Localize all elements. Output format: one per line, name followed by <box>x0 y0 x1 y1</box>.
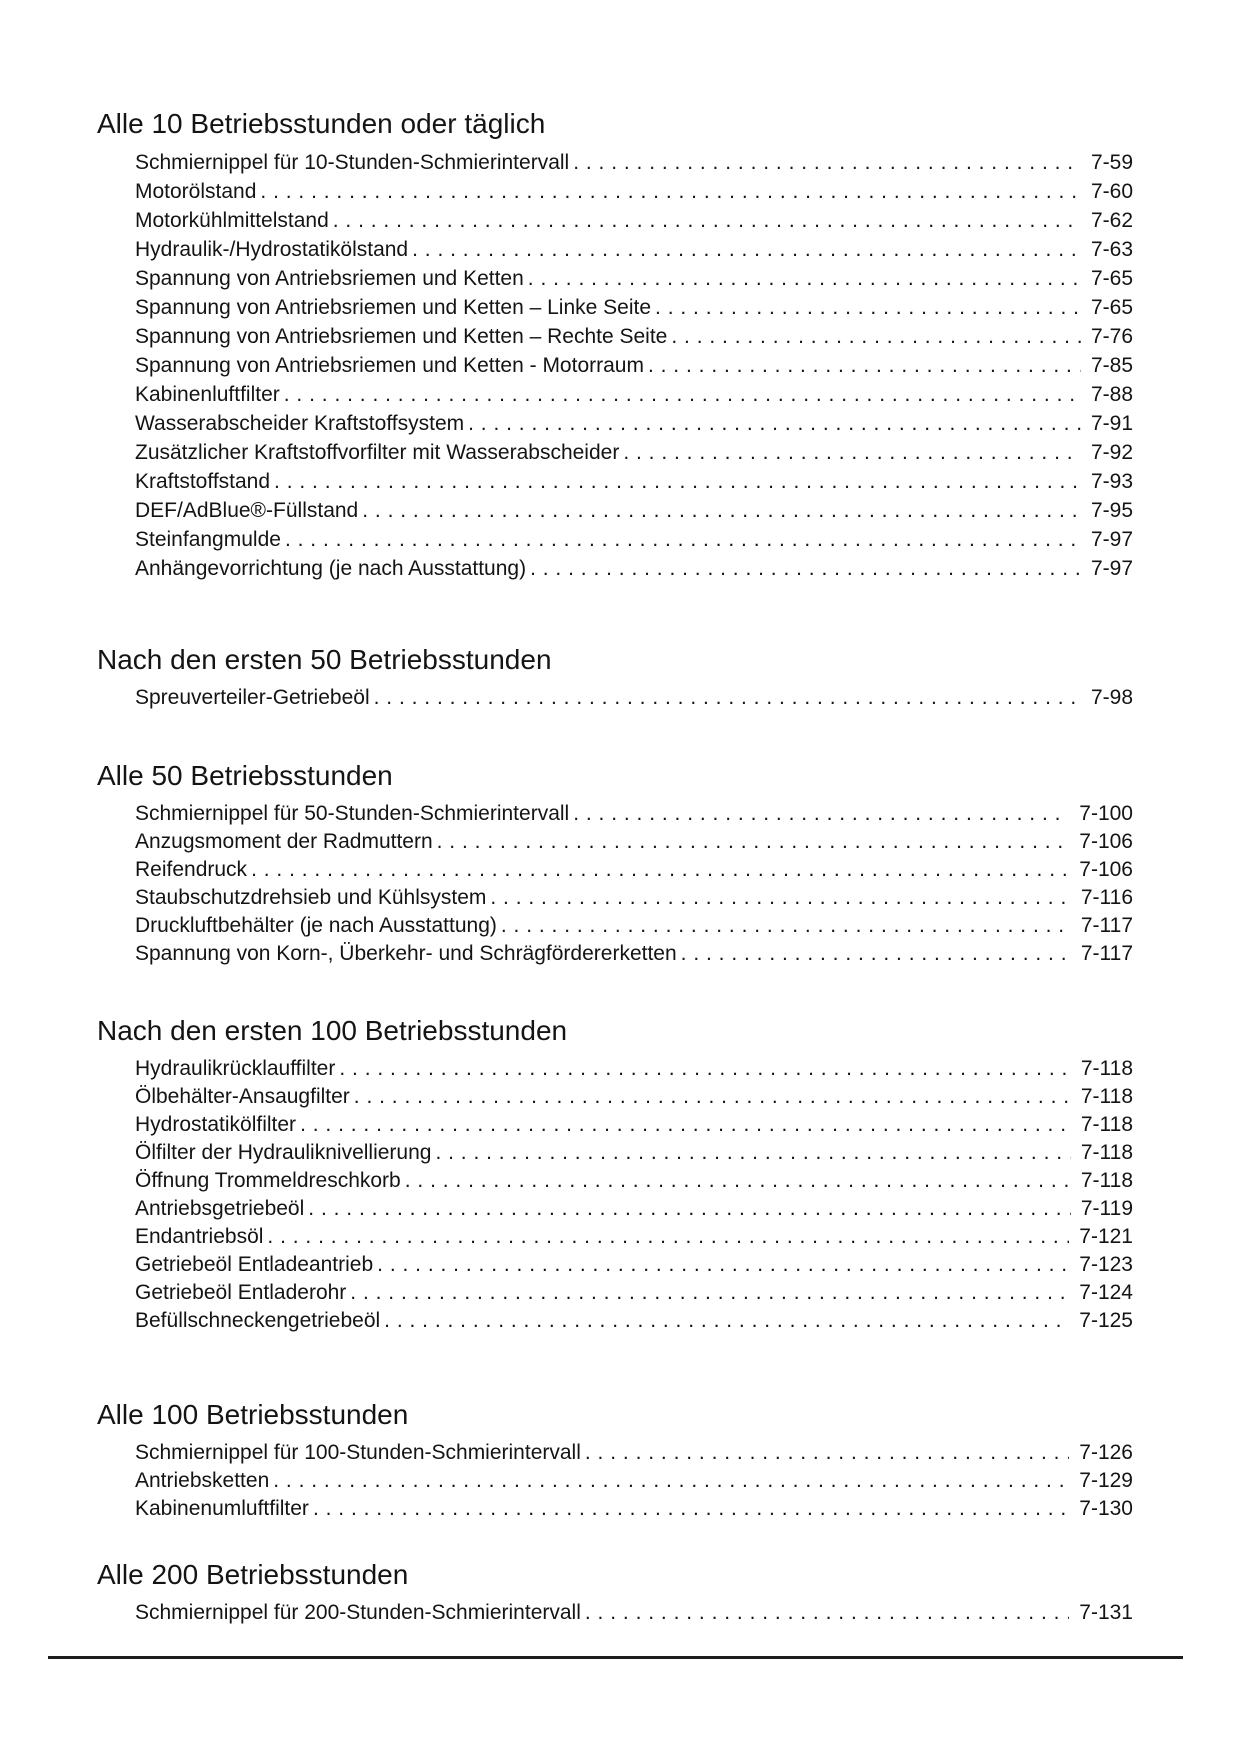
toc-section <box>97 758 1133 968</box>
section-entries <box>135 684 1133 712</box>
toc-entry-row[interactable] <box>135 1251 1133 1279</box>
toc-entry-label: DEF/AdBlue®-Füllstand <box>135 499 359 522</box>
toc-entry-row[interactable] <box>135 1439 1133 1467</box>
toc-entry-label: Befüllschneckengetriebeöl <box>135 1309 381 1332</box>
toc-entry-row[interactable] <box>135 684 1133 712</box>
toc-entry-label: Hydraulik-/Hydrostatikölstand <box>135 238 409 261</box>
toc-entry-row[interactable] <box>135 351 1133 380</box>
toc-entry-label: Ölbehälter-Ansaugfilter <box>135 1085 350 1108</box>
toc-entry-page-number: 7-98 <box>1090 686 1133 709</box>
dot-leader <box>377 1251 1069 1279</box>
toc-entry-page-number: 7-118 <box>1080 1057 1133 1080</box>
toc-entry-page-number: 7-116 <box>1080 886 1133 909</box>
toc-entry-row[interactable] <box>135 1139 1133 1167</box>
dot-leader <box>435 1139 1070 1167</box>
toc-entry-row[interactable] <box>135 1495 1133 1523</box>
toc-entry-page-number: 7-92 <box>1090 441 1133 464</box>
dot-leader <box>313 1495 1069 1523</box>
toc-entry-label: Kabinenluftfilter <box>135 383 280 406</box>
toc-entry-label: Spreuverteiler-Getriebeöl <box>135 686 370 709</box>
toc-entry-page-number: 7-123 <box>1079 1253 1133 1276</box>
toc-section <box>97 106 1133 583</box>
toc-entry-label: Getriebeöl Entladeantrieb <box>135 1253 374 1276</box>
toc-entry-row[interactable] <box>135 1279 1133 1307</box>
dot-leader <box>374 684 1081 712</box>
dot-leader <box>333 206 1081 235</box>
section-entries <box>135 1055 1133 1335</box>
dot-leader <box>655 293 1081 322</box>
dot-leader <box>308 1195 1071 1223</box>
toc-entry-row[interactable] <box>135 380 1133 409</box>
section-entries <box>135 1599 1133 1627</box>
toc-entry-label: Ölfilter der Hydrauliknivellierung <box>135 1141 432 1164</box>
dot-leader <box>285 525 1081 554</box>
toc-entry-page-number: 7-76 <box>1090 325 1133 348</box>
toc-entry-page-number: 7-117 <box>1080 914 1133 937</box>
dot-leader <box>362 496 1081 525</box>
toc-entry-page-number: 7-131 <box>1079 1601 1133 1624</box>
toc-entry-label: Zusätzlicher Kraftstoffvorfilter mit Wasserabscheider <box>135 441 620 464</box>
section-heading: Alle 100 Betriebsstunden <box>97 1399 409 1430</box>
toc-section <box>97 1397 1133 1523</box>
toc-entry-label: Schmiernippel für 10-Stunden-Schmierintervall <box>135 151 570 174</box>
toc-entry-page-number: 7-106 <box>1079 830 1133 853</box>
toc-entry-label: Schmiernippel für 50-Stunden-Schmierintervall <box>135 802 570 825</box>
toc-entry-row[interactable] <box>135 438 1133 467</box>
toc-entry-label: Steinfangmulde <box>135 528 281 551</box>
toc-entry-page-number: 7-59 <box>1090 151 1133 174</box>
toc-entry-label: Spannung von Antriebsriemen und Ketten - Motorraum <box>135 354 644 377</box>
toc-entry-label: Hydrostatikölfilter <box>135 1113 297 1136</box>
toc-entry-page-number: 7-129 <box>1079 1469 1133 1492</box>
toc-entry-label: Anhängevorrichtung (je nach Ausstattung) <box>135 557 527 580</box>
toc-entry-row[interactable] <box>135 800 1133 828</box>
toc-entry-page-number: 7-91 <box>1090 412 1133 435</box>
dot-leader <box>405 1167 1071 1195</box>
toc-entry-page-number: 7-121 <box>1079 1225 1133 1248</box>
toc-entry-page-number: 7-97 <box>1090 528 1133 551</box>
dot-leader <box>671 322 1081 351</box>
toc-entry-label: Antriebsgetriebeöl <box>135 1197 305 1220</box>
dot-leader <box>350 1279 1069 1307</box>
toc-entry-label: Spannung von Antriebsriemen und Ketten <box>135 267 524 290</box>
toc-section <box>97 1013 1133 1335</box>
toc-entry-page-number: 7-125 <box>1079 1309 1133 1332</box>
toc-entry-label: Schmiernippel für 100-Stunden-Schmierintervall <box>135 1441 581 1464</box>
dot-leader <box>623 438 1081 467</box>
toc-entry-page-number: 7-65 <box>1090 296 1133 319</box>
dot-leader <box>437 828 1070 856</box>
toc-entry-page-number: 7-95 <box>1090 499 1133 522</box>
toc-entry-row[interactable] <box>135 206 1133 235</box>
dot-leader <box>260 177 1081 206</box>
toc-entry-page-number: 7-60 <box>1090 180 1133 203</box>
dot-leader <box>300 1111 1071 1139</box>
toc-entry-page-number: 7-119 <box>1080 1197 1133 1220</box>
toc-entry-row[interactable] <box>135 1307 1133 1335</box>
dot-leader <box>530 554 1081 583</box>
toc-entry-label: Öffnung Trommeldreschkorb <box>135 1169 401 1192</box>
toc-entry-row[interactable] <box>135 409 1133 438</box>
dot-leader <box>585 1439 1069 1467</box>
toc-entry-label: Wasserabscheider Kraftstoffsystem <box>135 412 465 435</box>
dot-leader <box>251 856 1069 884</box>
toc-entry-page-number: 7-88 <box>1090 383 1133 406</box>
section-entries <box>135 800 1133 968</box>
toc-entry-label: Motorkühlmittelstand <box>135 209 329 232</box>
dot-leader <box>681 940 1071 968</box>
toc-entry-label: Hydraulikrücklauffilter <box>135 1057 336 1080</box>
toc-entry-label: Kraftstoffstand <box>135 470 271 493</box>
dot-leader <box>339 1055 1070 1083</box>
section-entries <box>135 1439 1133 1523</box>
toc-entry-page-number: 7-97 <box>1090 557 1133 580</box>
toc-section <box>97 1557 1133 1627</box>
toc-entry-row[interactable] <box>135 496 1133 525</box>
dot-leader <box>573 148 1081 177</box>
dot-leader <box>528 264 1081 293</box>
toc-entry-page-number: 7-130 <box>1079 1497 1133 1520</box>
toc-entry-page-number: 7-126 <box>1079 1441 1133 1464</box>
toc-entry-page-number: 7-100 <box>1079 802 1133 825</box>
toc-entry-row[interactable] <box>135 1083 1133 1111</box>
toc-entry-row[interactable] <box>135 1111 1133 1139</box>
toc-entry-page-number: 7-93 <box>1090 470 1133 493</box>
footer-divider <box>48 1656 1183 1659</box>
toc-entry-row[interactable] <box>135 1467 1133 1495</box>
toc-entry-label: Motorölstand <box>135 180 257 203</box>
dot-leader <box>274 467 1081 496</box>
toc-entry-label: Staubschutzdrehsieb und Kühlsystem <box>135 886 487 909</box>
toc-entry-page-number: 7-62 <box>1090 209 1133 232</box>
toc-entry-label: Spannung von Antriebsriemen und Ketten – Linke Seite <box>135 296 652 319</box>
toc-entry-page-number: 7-117 <box>1080 942 1133 965</box>
toc-entry-row[interactable] <box>135 828 1133 856</box>
dot-leader <box>468 409 1081 438</box>
dot-leader <box>384 1307 1069 1335</box>
toc-entry-label: Druckluftbehälter (je nach Ausstattung) <box>135 914 497 937</box>
toc-entry-row[interactable] <box>135 148 1133 177</box>
toc-entry-row[interactable] <box>135 235 1133 264</box>
dot-leader <box>273 1467 1069 1495</box>
toc-entry-page-number: 7-85 <box>1090 354 1133 377</box>
toc-entry-page-number: 7-106 <box>1079 858 1133 881</box>
toc-entry-label: Schmiernippel für 200-Stunden-Schmierintervall <box>135 1601 581 1624</box>
toc-entry-page-number: 7-65 <box>1090 267 1133 290</box>
section-entries <box>135 148 1133 583</box>
section-heading: Alle 200 Betriebsstunden <box>97 1559 409 1590</box>
toc-entry-label: Spannung von Antriebsriemen und Ketten – Rechte Seite <box>135 325 668 348</box>
section-heading: Alle 10 Betriebsstunden oder täglich <box>97 108 546 139</box>
dot-leader <box>490 884 1070 912</box>
toc-entry-row[interactable] <box>135 856 1133 884</box>
dot-leader <box>354 1083 1071 1111</box>
toc-entry-row[interactable] <box>135 322 1133 351</box>
toc-entry-row[interactable] <box>135 1599 1133 1627</box>
toc-entry-label: Kabinenumluftfilter <box>135 1497 309 1520</box>
toc-entry-label: Endantriebsöl <box>135 1225 264 1248</box>
toc-entry-page-number: 7-118 <box>1080 1085 1133 1108</box>
toc-entry-row[interactable] <box>135 1195 1133 1223</box>
toc-entry-row[interactable] <box>135 912 1133 940</box>
dot-leader <box>585 1599 1069 1627</box>
toc-entry-page-number: 7-118 <box>1080 1141 1133 1164</box>
toc-entry-page-number: 7-124 <box>1079 1281 1133 1304</box>
toc-entry-page-number: 7-118 <box>1080 1169 1133 1192</box>
toc-entry-row[interactable] <box>135 177 1133 206</box>
toc-entry-label: Antriebsketten <box>135 1469 270 1492</box>
toc-entry-row[interactable] <box>135 554 1133 583</box>
toc-entry-row[interactable] <box>135 1223 1133 1251</box>
toc-entry-label: Reifendruck <box>135 858 248 881</box>
section-heading: Nach den ersten 50 Betriebsstunden <box>97 644 552 675</box>
dot-leader <box>284 380 1081 409</box>
toc-entry-row[interactable] <box>135 884 1133 912</box>
toc-entry-label: Anzugsmoment der Radmuttern <box>135 830 433 853</box>
dot-leader <box>648 351 1081 380</box>
toc-entry-row[interactable] <box>135 264 1133 293</box>
toc-entry-row[interactable] <box>135 940 1133 968</box>
toc-entry-page-number: 7-63 <box>1090 238 1133 261</box>
toc-entry-row[interactable] <box>135 1055 1133 1083</box>
dot-leader <box>501 912 1071 940</box>
toc-entry-row[interactable] <box>135 293 1133 322</box>
toc-entry-page-number: 7-118 <box>1080 1113 1133 1136</box>
toc-entry-label: Getriebeöl Entladerohr <box>135 1281 347 1304</box>
toc-entry-row[interactable] <box>135 467 1133 496</box>
toc-entry-row[interactable] <box>135 525 1133 554</box>
toc-section <box>97 642 1133 712</box>
dot-leader <box>412 235 1081 264</box>
section-heading: Alle 50 Betriebsstunden <box>97 760 393 791</box>
toc-entry-row[interactable] <box>135 1167 1133 1195</box>
section-heading: Nach den ersten 100 Betriebsstunden <box>97 1015 568 1046</box>
toc-entry-label: Spannung von Korn-, Überkehr- und Schrägfördererketten <box>135 942 677 965</box>
dot-leader <box>573 800 1069 828</box>
dot-leader <box>267 1223 1069 1251</box>
